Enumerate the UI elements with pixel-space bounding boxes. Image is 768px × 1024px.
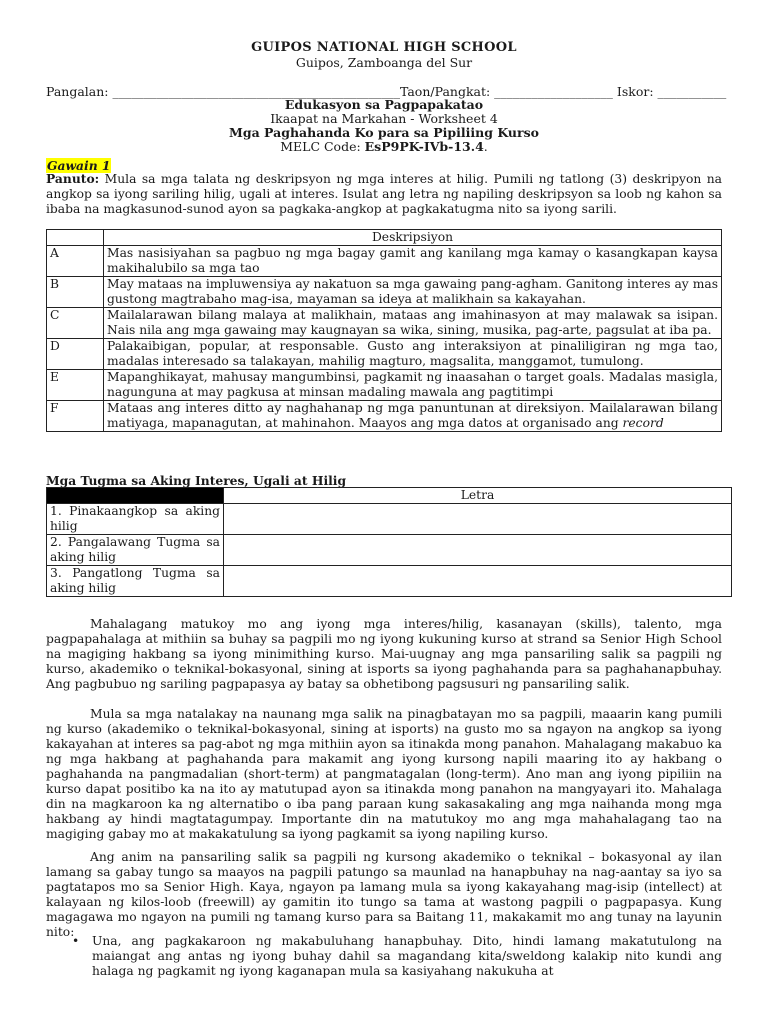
row-text-main: Mataas ang interes ditto ay naghahanap ng mga panuntunan at direksiyon. Mailalarawan bilang matiyaga, mapanagutan, at mahinahon. Maayos ang mga datos at organisado ang xyxy=(107,401,718,430)
bullet-text-1: Una, ang pagkakaroon ng makabuluhang hanapbuhay. Dito, hindi lamang makatutulong na maiangat ang antas ng iyong buhay dahil sa magandang kita/sweldong kalakip nito kundi ang halaga ng pagkamit ng iyong kaganapan mula sa kasiyahang nakukuha at xyxy=(92,934,722,978)
school-location: Guipos, Zamboanga del Sur xyxy=(295,55,473,70)
lesson-title: Mga Paghahanda Ko para sa Pipiliing Kurso xyxy=(229,125,539,140)
body-paragraph-3: Ang anim na pansariling salik sa pagpili ng kursong akademiko o teknikal – bokasyonal ay ilan lamang sa gabay tungo sa maayos na pagpili patungo sa maunlad na hanapbuhay na nag-aantay sa iyo sa pagtatapos mo sa Senior High. Kaya, ngayon pa lamang mula sa iyong kakayahang mag-isip (intellect) at kalayaan ng kilos-loob (freewill) ay gamitin ito tungo sa tama at wastong pagpili o pagpapasya. Kung magagawa mo ngayon na pumili ng tamang kurso para sa Baitang 11, makakamit mo ang tunay na layunin nito: xyxy=(46,850,722,939)
table-row xyxy=(47,566,732,597)
table-row xyxy=(47,246,722,277)
row-key: B xyxy=(47,277,104,308)
tugma-table xyxy=(46,487,732,597)
melc-code: EsP9PK-IVb-13.4 xyxy=(364,139,484,154)
melc-suffix: . xyxy=(483,139,488,154)
tugma-label: 3. Pangatlong Tugma sa aking hilig xyxy=(47,566,224,597)
instructions xyxy=(46,171,722,217)
table-row xyxy=(47,504,732,535)
row-text-italic: record xyxy=(622,416,664,430)
melc-prefix: MELC Code: xyxy=(280,139,365,154)
body-paragraph-2: Mula sa mga natalakay na naunang mga salik na pinagbatayan mo sa pagpili, maaarin kang pumili ng kurso (akademiko o teknikal-bokasyonal, sining at isports) na gusto mo sa ngayon na angkop sa iyong kakayahan at interes sa pag-abot ng mga mithiin ayon sa itinakda mong panahon. Mahalagang makabuo ka ng mga hakbang at paghahanda para makamit ang iyong kursong napili maaring ito ay hakbang o paghahanda na pangmadalian (short-term) at pangmatagalan (long-term). Ano man ang iyong pipiliin na kurso dapat positibo ka na ito ay matutupad ayon sa itinakda mong panahon na mangyayari ito. Mahalaga din na magkaroon ka ng alternatibo o iba pang paraan kung sakasakaling ang mga naihanda mong mga hakbang ay hindi magtatagumpay. Importante din na matutukoy mo ang mga mahahalagang tao na magiging gabay mo at makakatulung sa iyong pagkamit sa iyong napiling kurso. xyxy=(46,707,722,841)
tugma-label: 1. Pinakaangkop sa aking hilig xyxy=(47,504,224,535)
melc-line xyxy=(0,139,768,154)
subject-title: Edukasyon sa Pagpapakatao xyxy=(284,97,484,112)
tugma-header-row xyxy=(47,488,732,504)
description-table xyxy=(46,229,722,432)
tugma-answer-cell[interactable] xyxy=(224,566,732,597)
tugma-header-black-cell xyxy=(47,488,224,504)
row-text: Mapanghikayat, mahusay mangumbinsi, pagkamit ng inaasahan o target goals. Madalas masigla, nagunguna at may pagkusa at minsan madaling mawala ang pagtitimpi xyxy=(104,370,722,401)
body-paragraph-1: Mahalagang matukoy mo ang iyong mga interes/hilig, kasanayan (skills), talento, mga pagpapahalaga at mithiin sa buhay sa pagpili mo ng iyong kukuning kurso at strand sa Senior High School na magiging hakbang sa iyong minimithing kurso. Mai-uugnay ang mga pansariling salik sa pagpili ng kurso, akademiko o teknikal-bokasyonal, sining at isports sa iyong paghahanda para sa paghahanapbuhay. Ang pagbubuo ng sariling pagpapasya ay batay sa obhetibong pagsusuri ng pansariling salik. xyxy=(46,617,722,691)
table-row xyxy=(47,339,722,370)
row-key: A xyxy=(47,246,104,277)
table-row xyxy=(47,535,732,566)
tugma-answer-cell[interactable] xyxy=(224,504,732,535)
description-header-key xyxy=(47,230,104,246)
row-text: Palakaibigan, popular, at responsable. Gusto ang interaksiyon at pinaliligiran ng mga tao, madalas interesado sa talakayan, mahilig magturo, magsalita, manggamot, tumulong. xyxy=(104,339,722,370)
table-row xyxy=(47,401,722,432)
tugma-answer-cell[interactable] xyxy=(224,535,732,566)
quarter-title: Ikaapat na Markahan - Worksheet 4 xyxy=(270,111,498,126)
row-key: E xyxy=(47,370,104,401)
student-info-line: Pangalan: ______________________________________________Taon/Pangkat: ___________________ Iskor: ___________ xyxy=(46,84,727,99)
bullet-icon: • xyxy=(72,934,80,948)
row-text: Mas nasisiyahan sa pagbuo ng mga bagay gamit ang kanilang mga kamay o kasangkapan kaysa makihalubilo sa mga tao xyxy=(104,246,722,277)
row-text xyxy=(104,401,722,432)
row-key: D xyxy=(47,339,104,370)
tugma-header: Letra xyxy=(224,488,732,504)
description-header: Deskripsiyon xyxy=(104,230,722,246)
row-text: May mataas na impluwensiya ay nakatuon sa mga gawaing pang-agham. Ganitong interes ay mas gustong magtrabaho mag-isa, mayaman sa ideya at malikhain sa kakayahan. xyxy=(104,277,722,308)
table-row xyxy=(47,370,722,401)
row-key: F xyxy=(47,401,104,432)
tugma-label: 2. Pangalawang Tugma sa aking hilig xyxy=(47,535,224,566)
activity-title: Gawain 1 xyxy=(47,158,111,173)
table-row xyxy=(47,277,722,308)
tugma-title: Mga Tugma sa Aking Interes, Ugali at Hilig xyxy=(46,473,347,488)
row-key: C xyxy=(47,308,104,339)
description-header-row xyxy=(47,230,722,246)
table-row xyxy=(47,308,722,339)
instructions-text: Mula sa mga talata ng deskripsyon ng mga interes at hilig. Pumili ng tatlong (3) deskripyon na angkop sa iyong sariling hilig, ugali at interes. Isulat ang letra ng napiling deskripsyon sa loob ng kahon sa ibaba na magkasunod-sunod ayon sa pagkaka-angkop at pagkakatugma nito sa iyong sarili. xyxy=(46,172,722,216)
instructions-label: Panuto: xyxy=(46,171,100,186)
school-name: GUIPOS NATIONAL HIGH SCHOOL xyxy=(251,40,517,55)
row-text: Mailalarawan bilang malaya at malikhain, mataas ang imahinasyon at may malawak sa isipan. Nais nila ang mga gawaing may kaugnayan sa wika, sining, musika, pag-arte, pagsulat at iba pa. xyxy=(104,308,722,339)
